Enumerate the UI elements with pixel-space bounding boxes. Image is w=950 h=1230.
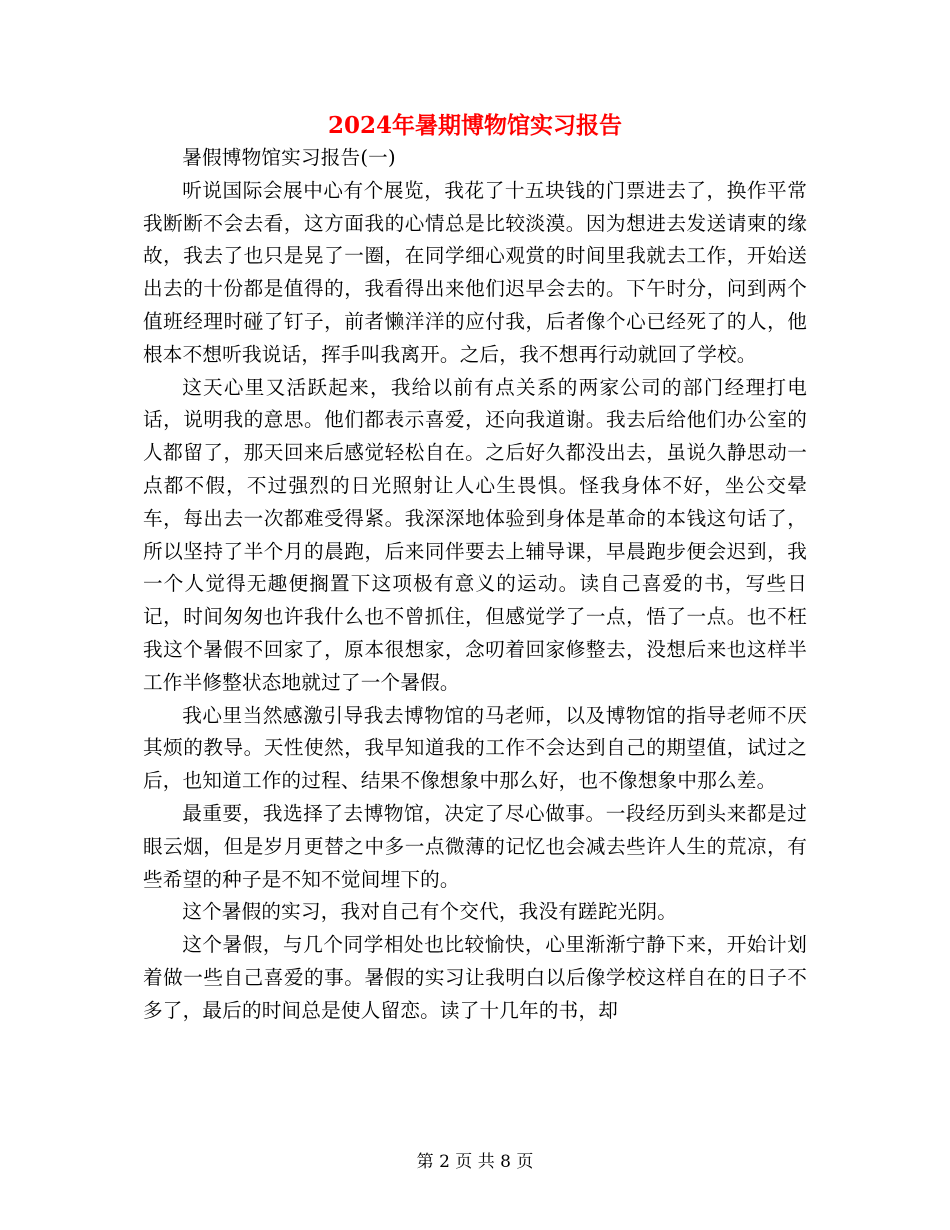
document-body bbox=[143, 142, 807, 1028]
paragraph: 听说国际会展中心有个展览，我花了十五块钱的门票进去了，换作平常我断断不会去看，这方面我的心情总是比较淡漠。因为想进去发送请柬的缘故，我去了也只是晃了一圈，在同学细心观赏的时间里我就去工作，开始送出去的十份都是值得的，我看得出来他们迟早会去的。下午时分，问到两个值班经理时碰了钉子，前者懒洋洋的应付我，后者像个心已经死了的人，他根本不想听我说话，挥手叫我离开。之后，我不想再行动就回了学校。 bbox=[143, 178, 807, 366]
paragraph: 这个暑假的实习，我对自己有个交代，我没有蹉跎光阴。 bbox=[182, 900, 678, 924]
paragraph: 最重要，我选择了去博物馆，决定了尽心做事。一段经历到头来都是过眼云烟，但是岁月更替之中多一点微薄的记忆也会减去些许人生的荒凉，有些希望的种子是不知不觉间埋下的。 bbox=[143, 801, 807, 891]
paragraph: 这天心里又活跃起来，我给以前有点关系的两家公司的部门经理打电话，说明我的意思。他们都表示喜爱，还向我道谢。我去后给他们办公室的人都留了，那天回来后感觉轻松自在。之后好久都没出去，虽说久静思动一点都不假，不过强烈的日光照射让人心生畏惧。怪我身体不好，坐公交晕车，每出去一次都难受得紧。我深深地体验到身体是革命的本钱这句话了，所以坚持了半个月的晨跑，后来同伴要去上辅导课，早晨跑步便会迟到，我一个人觉得无趣便搁置下这项极有意义的运动。读自己喜爱的书，写些日记，时间匆匆也许我什么也不曾抓住，但感觉学了一点，悟了一点。也不枉我这个暑假不回家了，原本很想家，念叨着回家修整去，没想后来也这样半工作半修整状态地就过了一个暑假。 bbox=[143, 375, 807, 694]
paragraph-subtitle: 暑假博物馆实习报告(一) bbox=[182, 146, 396, 169]
document-title: 2024年暑期博物馆实习报告 bbox=[327, 112, 622, 139]
paragraph: 我心里当然感激引导我去博物馆的马老师，以及博物馆的指导老师不厌其烦的教导。天性使然，我早知道我的工作不会达到自己的期望值，试过之后，也知道工作的过程、结果不像想象中那么好，也不像想象中那么差。 bbox=[143, 703, 807, 793]
paragraph: 这个暑假，与几个同学相处也比较愉快，心里渐渐宁静下来，开始计划着做一些自己喜爱的事。暑假的实习让我明白以后像学校这样自在的日子不多了，最后的时间总是使人留恋。读了十几年的书，却 bbox=[143, 933, 807, 1022]
page-number-footer: 第 2 页 共 8 页 bbox=[416, 1152, 534, 1172]
